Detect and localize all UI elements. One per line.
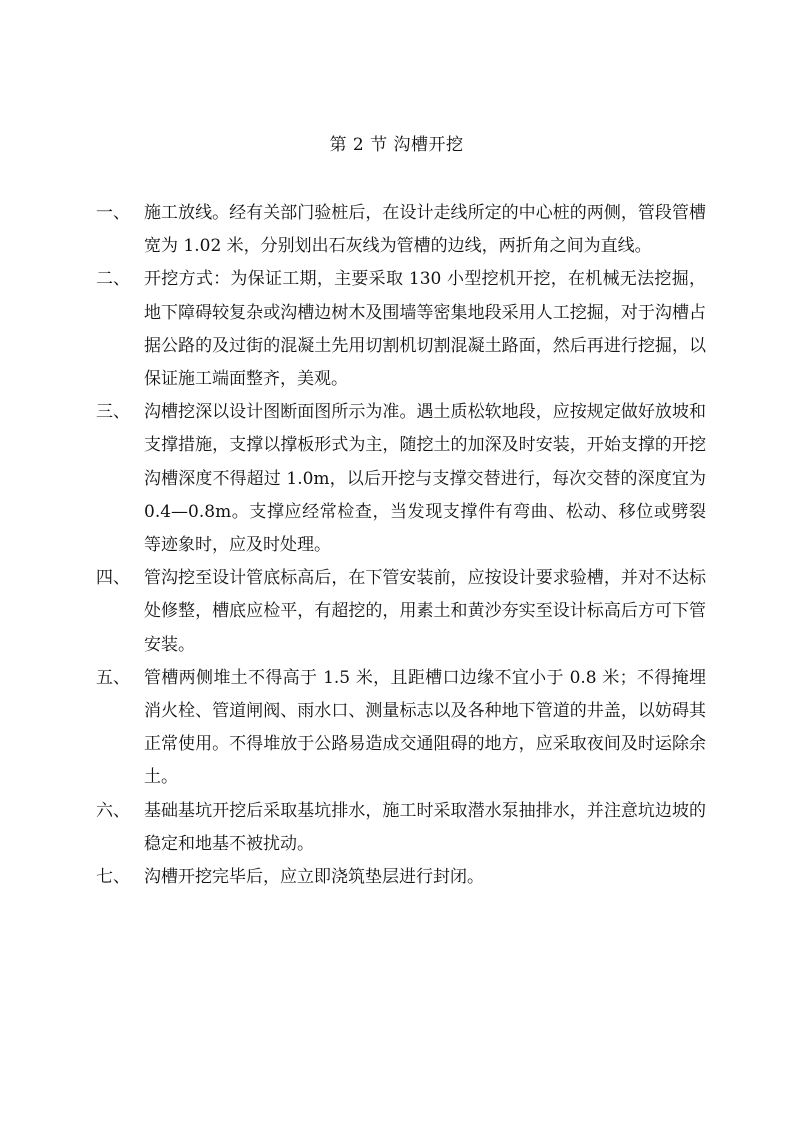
list-item-number: 二、 — [96, 269, 130, 290]
list-item-6 — [96, 795, 706, 861]
list-item-text: 沟槽开挖完毕后，应立即浇筑垫层进行封闭。 — [144, 867, 484, 888]
list-item-text: 管沟挖至设计管底标高后，在下管安装前，应按设计要求验槽，并对不达标处修整，槽底应检平，有超挖的，用素土和黄沙夯实至设计标高后方可下管安装。 — [144, 568, 706, 655]
procedure-list — [96, 197, 706, 894]
list-item-text: 基础基坑开挖后采取基坑排水，施工时采取潜水泵抽排水，并注意坑边坡的稳定和地基不被扰动。 — [144, 800, 706, 854]
list-item-number: 七、 — [96, 867, 130, 888]
list-item-4 — [96, 562, 706, 662]
list-item-text: 施工放线。经有关部门验桩后，在设计走线所定的中心桩的两侧，管段管槽宽为 1.02 米，分别划出石灰线为管槽的边线，两折角之间为直线。 — [144, 203, 706, 257]
list-item-number: 五、 — [96, 667, 130, 688]
list-item-2 — [96, 263, 706, 396]
list-item-number: 三、 — [96, 402, 130, 423]
list-item-3 — [96, 396, 706, 562]
list-item-text: 管槽两侧堆土不得高于 1.5 米，且距槽口边缘不宜小于 0.8 米；不得掩埋消火栓、管道闸阀、雨水口、测量标志以及各种地下管道的井盖，以妨碍其正常使用。不得堆放于公路易造成交通阻碍的地方，应采取夜间及时运除余土。 — [144, 667, 706, 788]
list-item-number: 六、 — [96, 800, 130, 821]
list-item-number: 四、 — [96, 568, 130, 589]
list-item-text: 沟槽挖深以设计图断面图所示为准。遇土质松软地段，应按规定做好放坡和支撑措施，支撑以撑板形式为主，随挖土的加深及时安装，开始支撑的开挖沟槽深度不得超过 1.0m，以后开挖与支撑交替进行，每次交替的深度宜为 0.4—0.8m。支撑应经常检查，当发现支撑件有弯曲、松动、移位或劈裂等迹象时，应及时处理。 — [144, 402, 706, 556]
list-item-text: 开挖方式：为保证工期，主要采取 130 小型挖机开挖，在机械无法挖掘，地下障碍较复杂或沟槽边树木及围墙等密集地段采用人工挖掘，对于沟槽占据公路的及过街的混凝土先用切割机切割混凝土路面，然后再进行挖掘，以保证施工端面整齐，美观。 — [144, 269, 706, 390]
section-title: 第 2 节 沟槽开挖 — [329, 135, 464, 155]
list-item-5 — [96, 662, 706, 795]
list-item-1 — [96, 197, 706, 263]
list-item-7 — [96, 861, 706, 894]
list-item-number: 一、 — [96, 203, 130, 223]
